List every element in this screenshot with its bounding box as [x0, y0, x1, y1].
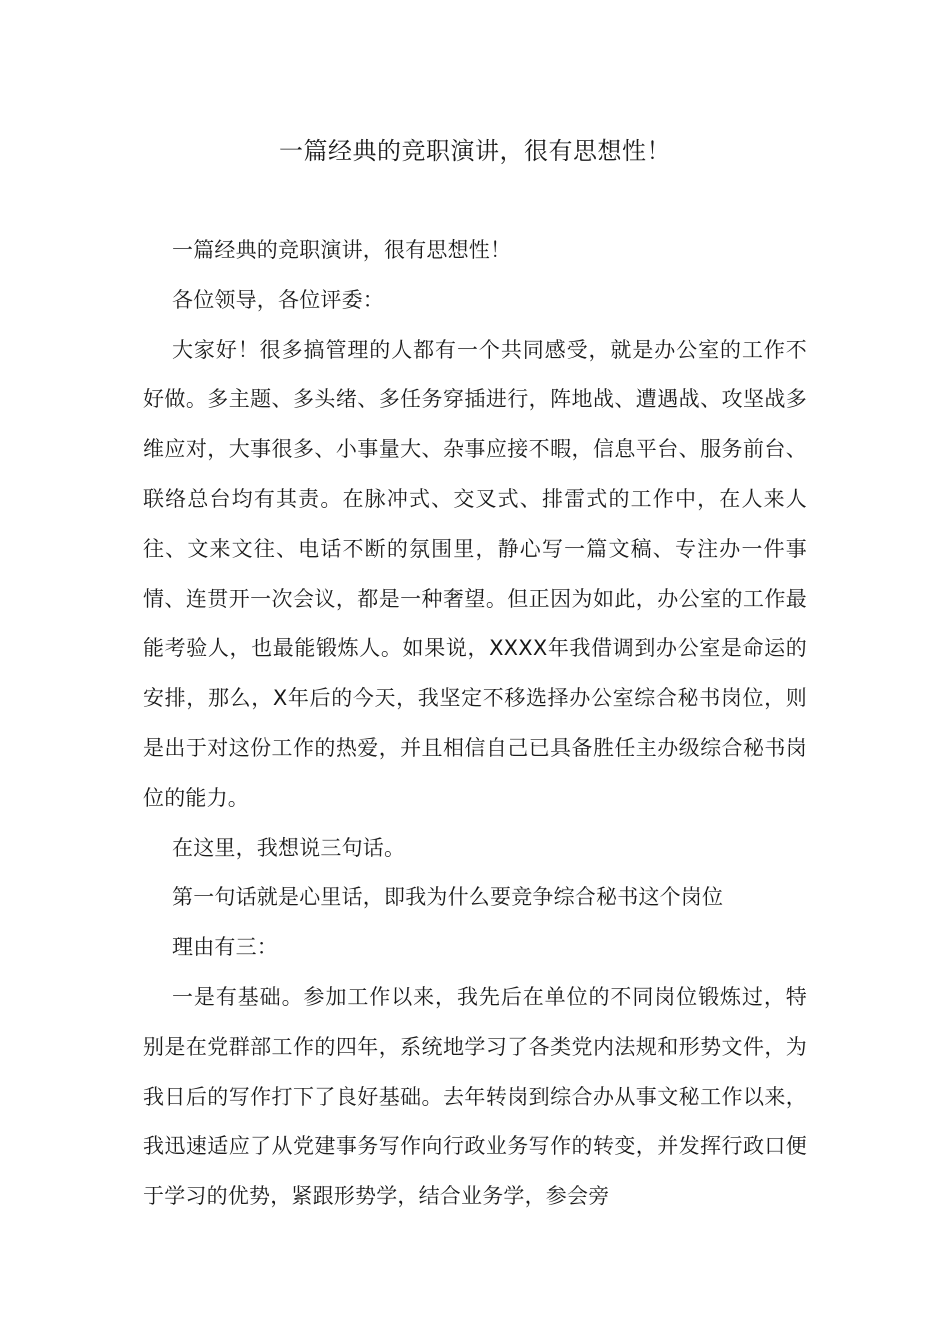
document-title: 一篇经典的竞职演讲，很有思想性！ [279, 137, 671, 165]
paragraph-three-sentences: 在这里，我想说三句话。 [172, 835, 406, 860]
paragraph-heading-repeat: 一篇经典的竞职演讲，很有思想性！ [172, 238, 512, 262]
paragraph-introduction: 大家好！很多搞管理的人都有一个共同感受，就是办公室的工作不好做。多主题、多头绪、多任务穿插进行，阵地战、遭遇战、攻坚战多维应对，大事很多、小事量大、杂事应接不暇，信息平台、服务前台、联络总台均有其责。在脉冲式、交叉式、排雷式的工作中，在人来人往、文来文往、电话不断的氛围里，静心写一篇文稿、专注办一件事情、连贯开一次会议，都是一种奢望。但正因为如此，办公室的工作最能考验人，也最能锻炼人。如果说，XXXX年我借调到办公室是命运的安排，那么，X年后的今天，我坚定不移选择办公室综合秘书岗位，则是出于对这份工作的热爱，并且相信自己已具备胜任主办级综合秘书岗位的能力。 [143, 337, 807, 810]
paragraph-first-sentence: 第一句话就是心里话，即我为什么要竞争综合秘书这个岗位 [172, 885, 724, 910]
paragraph-reasons: 理由有三： [172, 935, 278, 960]
paragraph-salutation: 各位领导，各位评委： [172, 287, 384, 312]
paragraph-reason-one: 一是有基础。参加工作以来，我先后在单位的不同岗位锻炼过，特别是在党群部工作的四年，系统地学习了各类党内法规和形势文件，为我日后的写作打下了良好基础。去年转岗到综合办从事文秘工作以来，我迅速适应了从党建事务写作向行政业务写作的转变，并发挥行政口便于学习的优势，紧跟形势学，结合业务学，参会旁 [143, 984, 807, 1209]
document-body [143, 226, 807, 1222]
